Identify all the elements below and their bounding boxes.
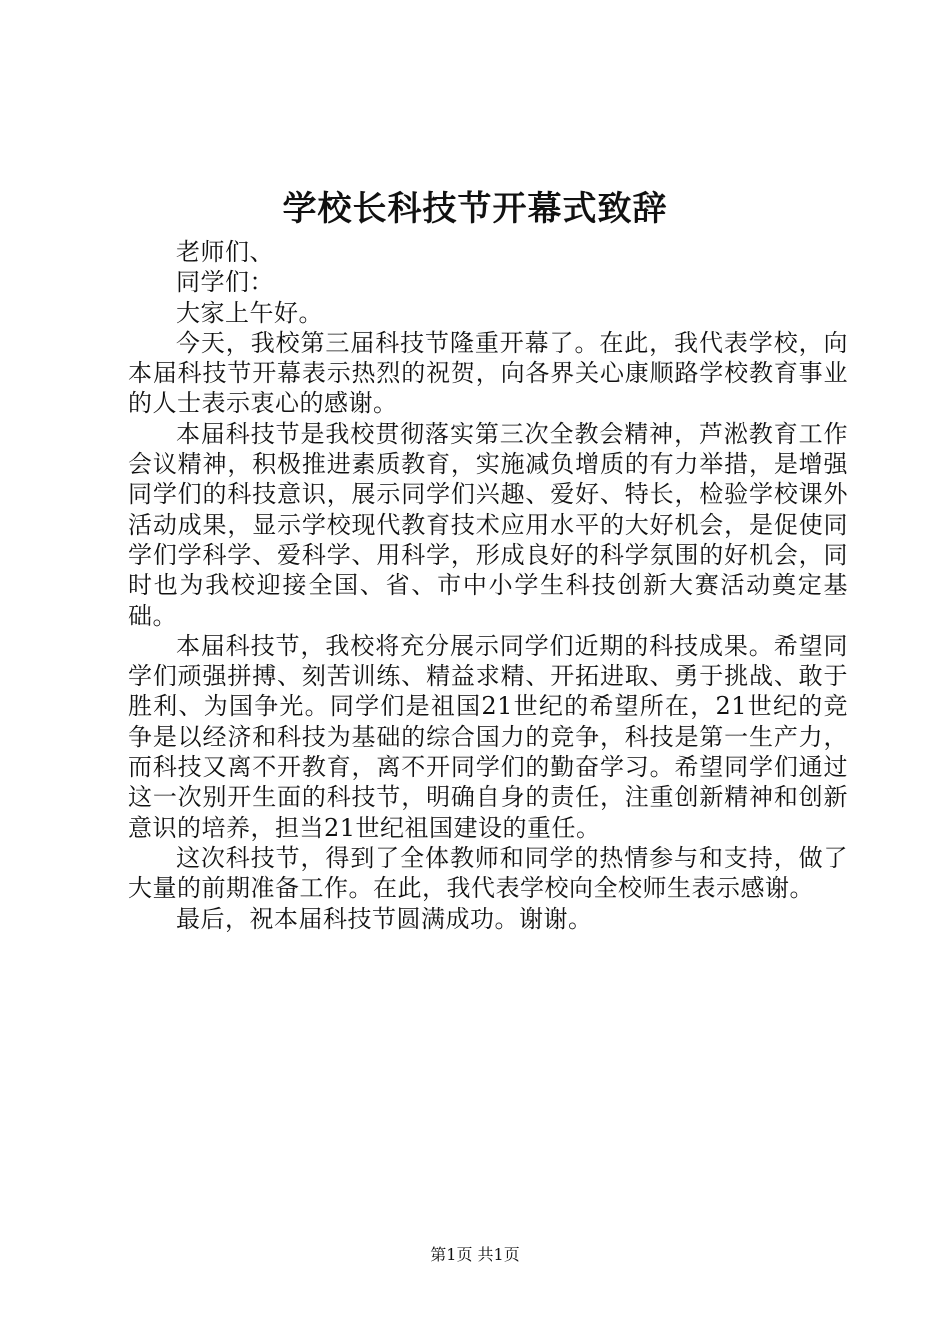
paragraph-thanks: 这次科技节，得到了全体教师和同学的热情参与和支持，做了大量的前期准备工作。在此，我代表学校向全校师生表示感谢。 bbox=[128, 843, 848, 903]
paragraph-opening: 今天，我校第三届科技节隆重开幕了。在此，我代表学校，向本届科技节开幕表示热烈的祝贺，向各界关心康顺路学校教育事业的人士表示衷心的感谢。 bbox=[128, 328, 848, 418]
paragraph-significance: 本届科技节是我校贯彻落实第三次全教会精神，芦淞教育工作会议精神，积极推进素质教育，实施减负增质的有力举措，是增强同学们的科技意识，展示同学们兴趣、爱好、特长，检验学校课外活动成果，显示学校现代教育技术应用水平的大好机会，是促使同学们学科学、爱科学、用科学，形成良好的科学氛围的好机会，同时也为我校迎接全国、省、市中小学生科技创新大赛活动奠定基础。 bbox=[128, 419, 848, 630]
paragraph-hopes: 本届科技节，我校将充分展示同学们近期的科技成果。希望同学们顽强拼搏、刻苦训练、精益求精、开拓进取、勇于挑战、敢于胜利、为国争光。同学们是祖国21世纪的希望所在，21世纪的竞争是以经济和科技为基础的综合国力的竞争，科技是第一生产力，而科技又离不开教育，离不开同学们的勤奋学习。希望同学们通过这一次别开生面的科技节，明确自身的责任，注重创新精神和创新意识的培养，担当21世纪祖国建设的重任。 bbox=[128, 631, 848, 842]
document-title: 学校长科技节开幕式致辞 bbox=[282, 189, 668, 229]
document-body bbox=[128, 237, 848, 934]
page-footer: 第1页 共1页 bbox=[430, 1245, 520, 1264]
paragraph-salutation-students: 同学们： bbox=[176, 268, 274, 297]
paragraph-greeting: 大家上午好。 bbox=[176, 298, 323, 327]
paragraph-salutation-teachers: 老师们、 bbox=[176, 238, 274, 266]
paragraph-closing: 最后，祝本届科技节圆满成功。谢谢。 bbox=[176, 904, 593, 933]
